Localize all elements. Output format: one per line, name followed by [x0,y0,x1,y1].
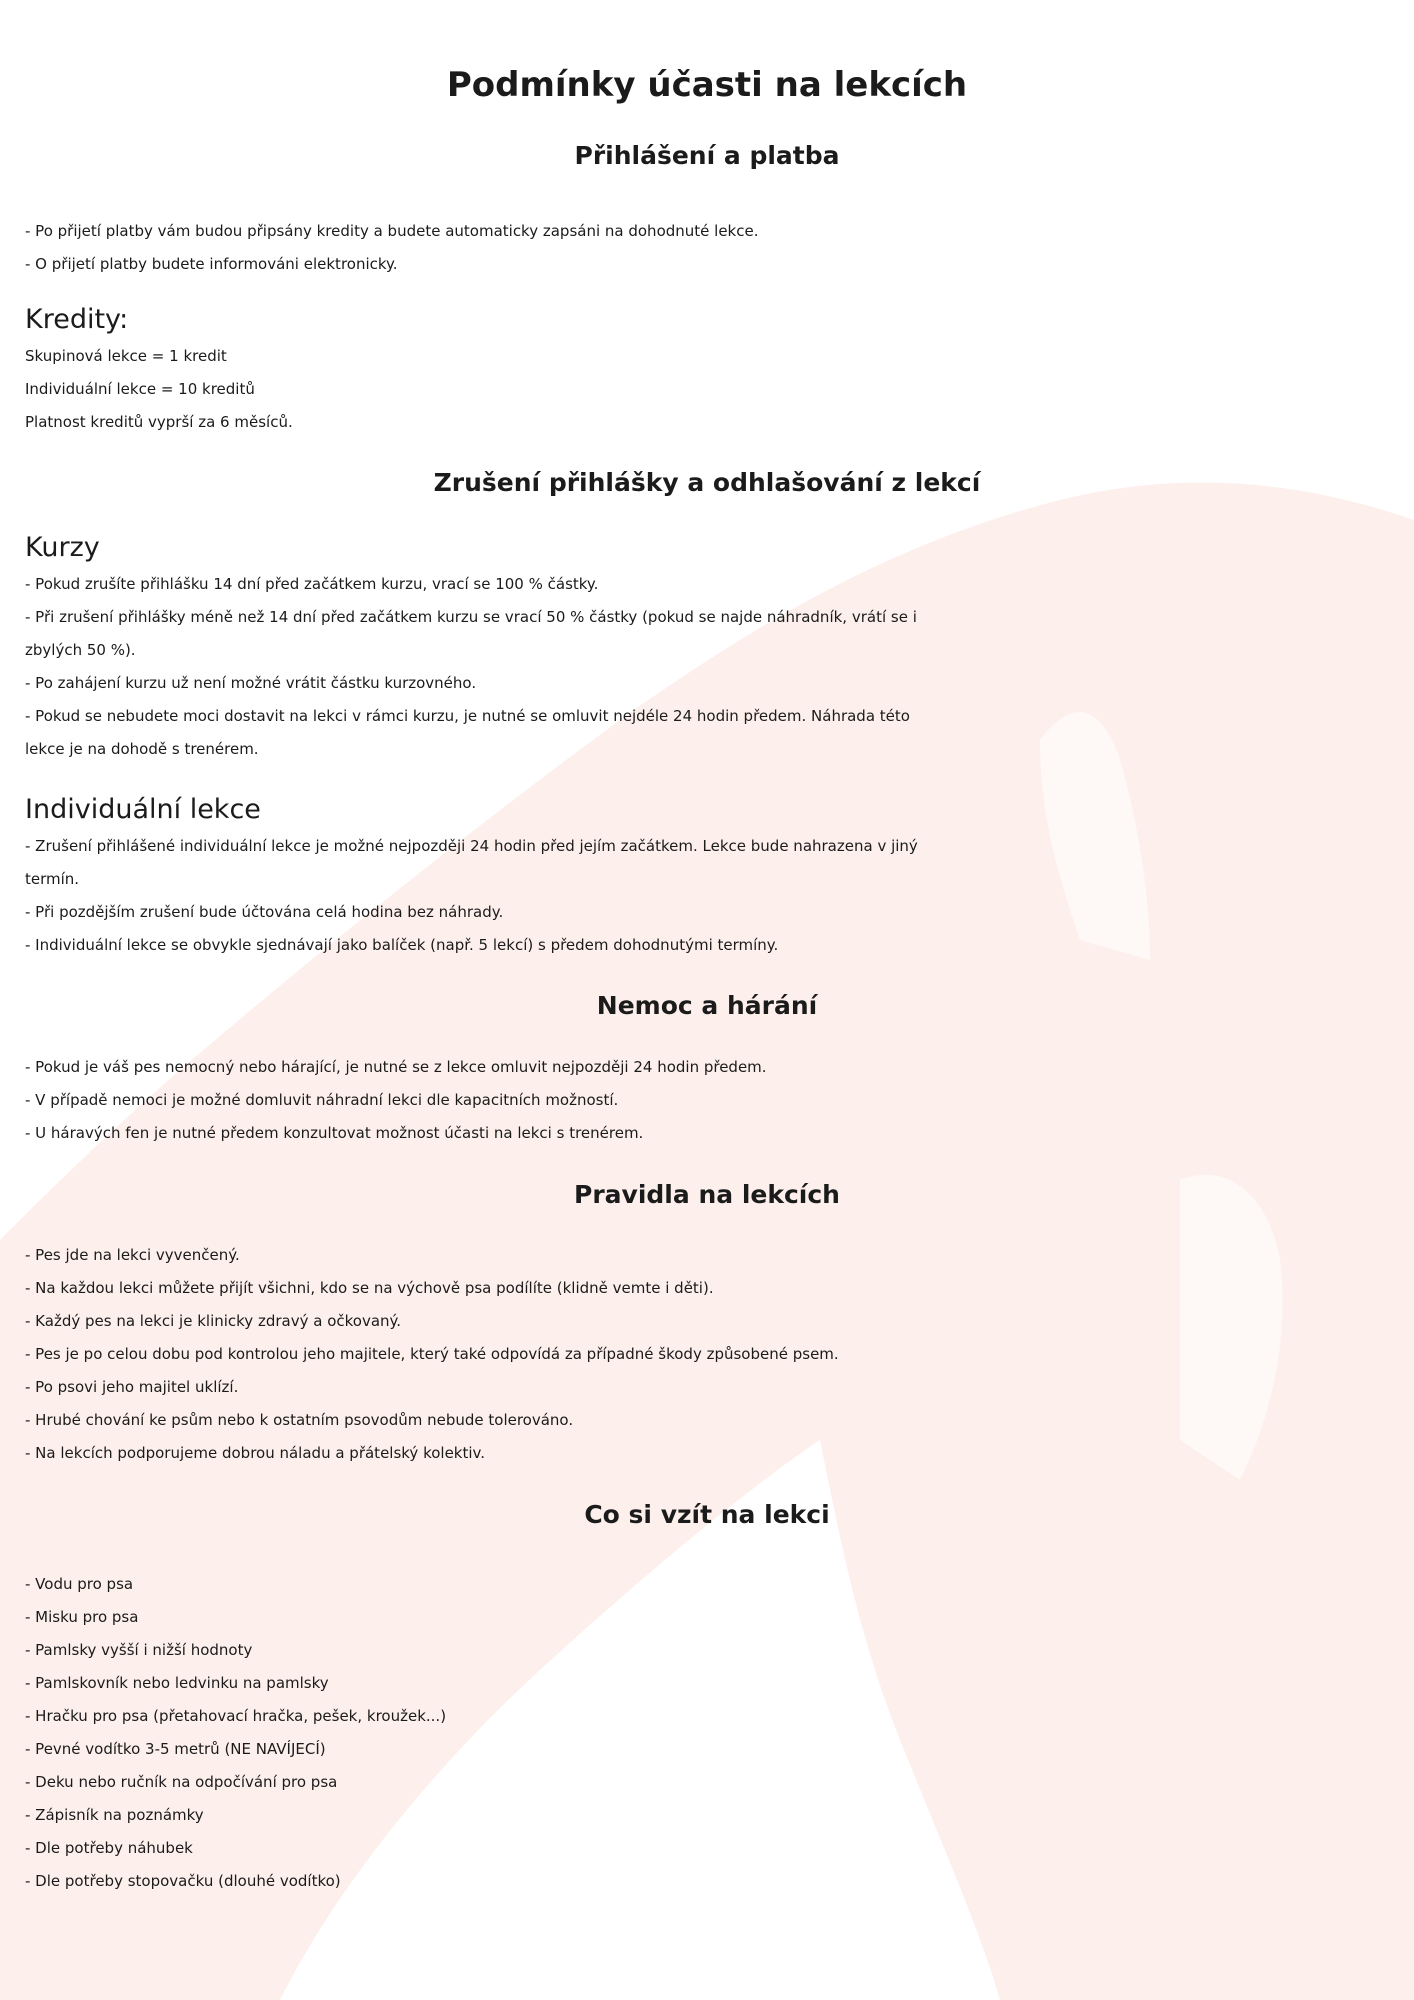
illness-heading: Nemoc a hárání [596,991,818,1020]
payment-heading: Přihlášení a platba [574,141,840,170]
courses-line: - Po zahájení kurzu už není možné vrátit částku kurzovného. [25,674,477,692]
cancellation-heading: Zrušení přihlášky a odhlašování z lekcí [433,468,981,497]
bring-item: - Pamlskovník nebo ledvinku na pamlsky [25,1674,329,1692]
payment-line: - Po přijetí platby vám budou připsány kredity a budete automaticky zapsáni na dohodnuté lekce. [25,222,759,240]
bring-heading: Co si vzít na lekci [584,1500,830,1529]
illness-text [25,1051,1395,1150]
rules-heading: Pravidla na lekcích [574,1180,840,1209]
credits-heading: Kredity: [25,304,129,335]
courses-heading: Kurzy [25,532,100,563]
individual-text [25,830,1395,962]
courses-text [25,568,1395,766]
bring-item: - Hračku pro psa (přetahovací hračka, pešek, kroužek...) [25,1707,447,1725]
courses-line: - Při zrušení přihlášky méně než 14 dní před začátkem kurzu se vrací 50 % částky (pokud se najde náhradník, vrátí se i [25,608,917,626]
rules-line: - Na každou lekci můžete přijít všichni, kdo se na výchově psa podílíte (klidně vemte i děti). [25,1279,714,1297]
individual-line: - Při pozdějším zrušení bude účtována celá hodina bez náhrady. [25,903,504,921]
rules-line: - Hrubé chování ke psům nebo k ostatním psovodům nebude tolerováno. [25,1411,574,1429]
courses-line: lekce je na dohodě s trenérem. [25,740,259,758]
individual-line: - Individuální lekce se obvykle sjednávají jako balíček (např. 5 lekcí) s předem dohodnutými termíny. [25,936,779,954]
individual-line: termín. [25,870,80,888]
payment-text [25,215,1395,281]
bring-item: - Pevné vodítko 3-5 metrů (NE NAVÍJECÍ) [25,1740,326,1758]
bring-item: - Dle potřeby náhubek [25,1839,193,1857]
rules-line: - Každý pes na lekci je klinicky zdravý a očkovaný. [25,1312,402,1330]
illness-line: - V případě nemoci je možné domluvit náhradní lekci dle kapacitních možností. [25,1091,619,1109]
individual-heading: Individuální lekce [25,794,261,825]
bring-list [25,1568,1395,1898]
courses-line: zbylých 50 %). [25,641,136,659]
bring-item: - Dle potřeby stopovačku (dlouhé vodítko) [25,1872,341,1890]
rules-line: - Na lekcích podporujeme dobrou náladu a přátelský kolektiv. [25,1444,486,1462]
bring-item: - Vodu pro psa [25,1575,134,1593]
credits-line: Skupinová lekce = 1 kredit [25,347,227,365]
bring-item: - Zápisník na poznámky [25,1806,204,1824]
bring-item: - Deku nebo ručník na odpočívání pro psa [25,1773,338,1791]
illness-line: - U háravých fen je nutné předem konzultovat možnost účasti na lekci s trenérem. [25,1124,644,1142]
rules-text [25,1239,1395,1470]
credits-line: Individuální lekce = 10 kreditů [25,380,255,398]
courses-line: - Pokud zrušíte přihlášku 14 dní před začátkem kurzu, vrací se 100 % částky. [25,575,599,593]
credits-text [25,340,1395,439]
bring-item: - Misku pro psa [25,1608,139,1626]
illness-line: - Pokud je váš pes nemocný nebo hárající, je nutné se z lekce omluvit nejpozději 24 hodin předem. [25,1058,767,1076]
rules-line: - Pes je po celou dobu pod kontrolou jeho majitele, který také odpovídá za případné škody způsobené psem. [25,1345,839,1363]
courses-line: - Pokud se nebudete moci dostavit na lekci v rámci kurzu, je nutné se omluvit nejdéle 24 hodin předem. Náhrada této [25,707,910,725]
rules-line: - Po psovi jeho majitel uklízí. [25,1378,239,1396]
page-title: Podmínky účasti na lekcích [446,65,968,105]
bring-item: - Pamlsky vyšší i nižší hodnoty [25,1641,253,1659]
payment-line: - O přijetí platby budete informováni elektronicky. [25,255,398,273]
individual-line: - Zrušení přihlášené individuální lekce je možné nejpozději 24 hodin před jejím začátkem. Lekce bude nahrazena v jiný [25,837,918,855]
rules-line: - Pes jde na lekci vyvenčený. [25,1246,240,1264]
credits-line: Platnost kreditů vyprší za 6 měsíců. [25,413,293,431]
